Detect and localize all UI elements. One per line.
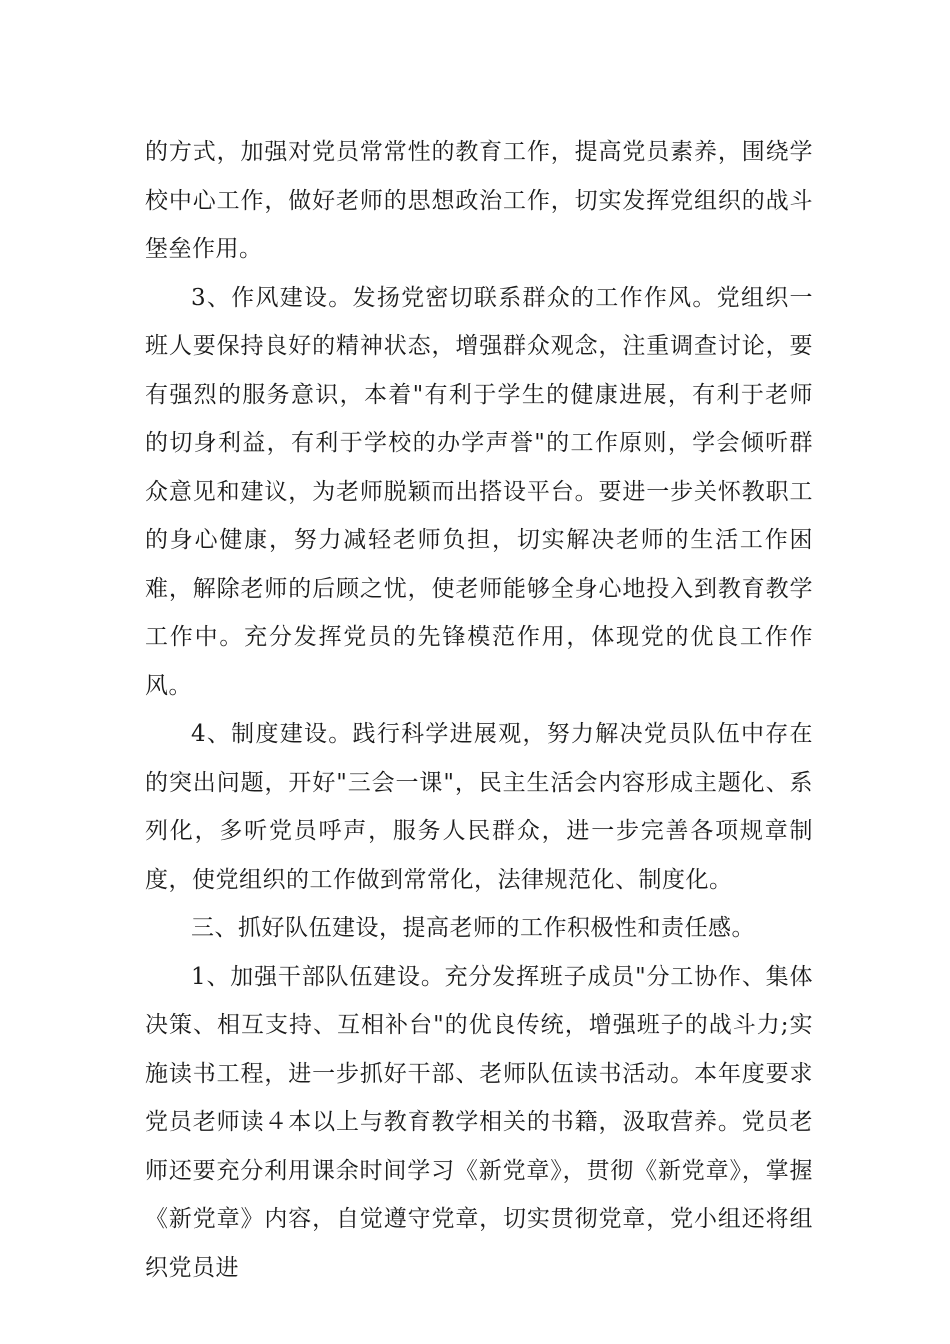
paragraph-work-style: 3、作风建设。发扬党密切联系群众的工作作风。党组织一班人要保持良好的精神状态，增强群众观念，注重调查讨论，要有强烈的服务意识，本着"有利于学生的健康进展，有利于老师的切身利益，有利于学校的办学声誉"的工作原则，学会倾听群众意见和建议，为老师脱颖而出搭设平台。要进一步关怀教职工的身心健康，努力减轻老师负担，切实解决老师的生活工作困难，解除老师的后顾之忧，使老师能够全身心地投入到教育教学工作中。充分发挥党员的先锋模范作用，体现党的优良工作作风。 — [145, 284, 813, 699]
paragraph-continuation: 的方式，加强对党员常常性的教育工作，提高党员素养，围绕学校中心工作，做好老师的思想政治工作，切实发挥党组织的战斗堡垒作用。 — [145, 139, 813, 262]
document-body — [145, 128, 813, 1292]
paragraph-system-building: 4、制度建设。践行科学进展观，努力解决党员队伍中存在的突出问题，开好"三会一课"，民主生活会内容形成主题化、系列化，多听党员呼声，服务人民群众，进一步完善各项规章制度，使党组织的工作做到常常化，法律规范化、制度化。 — [145, 721, 813, 893]
paragraph-cadre-building: 1、加强干部队伍建设。充分发挥班子成员"分工协作、集体决策、相互支持、互相补台"的优良传统，增强班子的战斗力;实施读书工程，进一步抓好干部、老师队伍读书活动。本年度要求党员老师读４本以上与教育教学相关的书籍，汲取营养。党员老师还要充分利用课余时间学习《新党章》，贯彻《新党章》，掌握《新党章》内容，自觉遵守党章，切实贯彻党章，党小组还将组织党员进 — [145, 963, 813, 1281]
section-heading-team-building: 三、抓好队伍建设，提高老师的工作积极性和责任感。 — [191, 915, 755, 941]
